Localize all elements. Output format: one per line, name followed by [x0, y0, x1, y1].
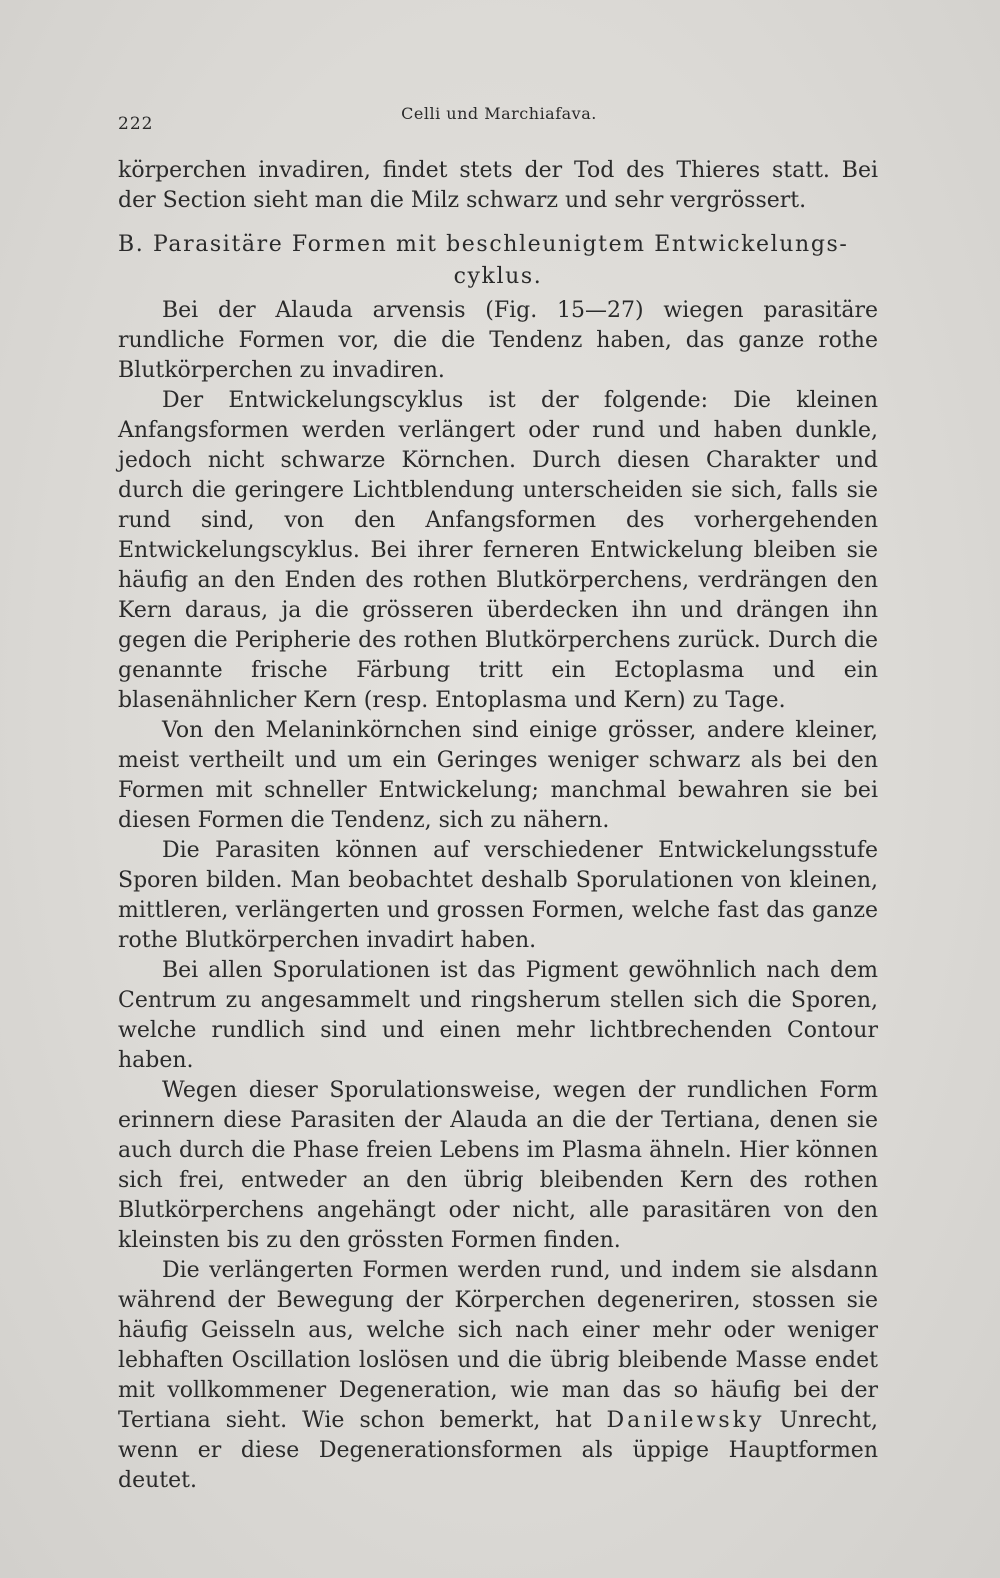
body-text — [118, 156, 878, 1496]
paragraph-3: Der Entwickelungscyklus ist der folgende: Die kleinen Anfangsformen werden verlängert oder rund und haben dunkle, jedoch nicht schwarze Körnchen. Durch diesen Charakter und durch die geringere Lichtblendung unterscheiden sie sich, falls sie rund sind, von den Anfangsformen des vorhergehenden Entwickelungscyklus. Bei ihrer ferneren Entwickelung bleiben sie häufig an den Enden des rothen Blutkörperchens, verdrängen den Kern daraus, ja die grösseren überdecken ihn und drängen ihn gegen die Peripherie des rothen Blutkörperchens zurück. Durch die genannte frische Färbung tritt ein Ectoplasma und ein blasenähnlicher Kern (resp. Entoplasma und Kern) zu Tage. — [118, 388, 878, 713]
running-head: Celli und Marchiafava. — [401, 104, 597, 123]
paragraph-4: Von den Melaninkörnchen sind einige grösser, andere kleiner, meist vertheilt und um ein Geringes weniger schwarz als bei den Formen mit schneller Entwickelung; manchmal bewahren sie bei diesen Formen die Tendenz, sich zu nähern. — [118, 718, 878, 833]
paragraph-8-text-start: Die verlängerten Formen werden rund, und indem sie alsdann während der Bewegung der Körperchen degeneriren, stossen sie häufig Geisseln aus, welche sich nach einer mehr oder weniger lebhaften Oscillation loslösen und die übrig bleibende Masse endet mit vollkommener Degeneration, wie man das so häufig bei der Tertiana sieht. Wie schon bemerkt, hat — [118, 1258, 878, 1433]
paragraph-5: Die Parasiten können auf verschiedener Entwickelungsstufe Sporen bilden. Man beobachtet deshalb Sporulationen von kleinen, mittleren, verlängerten und grossen Formen, welche fast das ganze rothe Blutkörperchen invadirt haben. — [118, 838, 878, 953]
paragraph-1: körperchen invadiren, findet stets der Tod des Thieres statt. Bei der Section sieht man die Milz schwarz und sehr vergrössert. — [118, 158, 878, 213]
page-header — [118, 104, 880, 134]
paragraph-7: Wegen dieser Sporulationsweise, wegen der rundlichen Form erinnern diese Parasiten der Alauda an die der Tertiana, denen sie auch durch die Phase freien Lebens im Plasma ähneln. Hier können sich frei, entweder an den übrig bleibenden Kern des rothen Blutkörperchens angehängt oder nicht, alle parasitären von den kleinsten bis zu den grössten Formen finden. — [118, 1078, 878, 1253]
paragraph-8-text-end: Unrecht, wenn er diese Degenerationsformen als üppige Hauptformen deutet. — [118, 1408, 878, 1493]
section-heading-continuation: cyklus. — [453, 264, 543, 289]
section-heading: B. Parasitäre Formen mit beschleunigtem Entwickelungs- — [118, 232, 849, 257]
page-number: 222 — [118, 114, 154, 134]
paragraph-2: Bei der Alauda arvensis (Fig. 15—27) wiegen parasitäre rundliche Formen vor, die die Tendenz haben, das ganze rothe Blutkörperchen zu invadiren. — [118, 298, 878, 383]
author-name-danilewsky: Danilewsky — [606, 1408, 765, 1433]
paragraph-6: Bei allen Sporulationen ist das Pigment gewöhnlich nach dem Centrum zu angesammelt und ringsherum stellen sich die Sporen, welche rundlich sind und einen mehr lichtbrechenden Contour haben. — [118, 958, 878, 1073]
paragraph-8 — [118, 1256, 878, 1496]
